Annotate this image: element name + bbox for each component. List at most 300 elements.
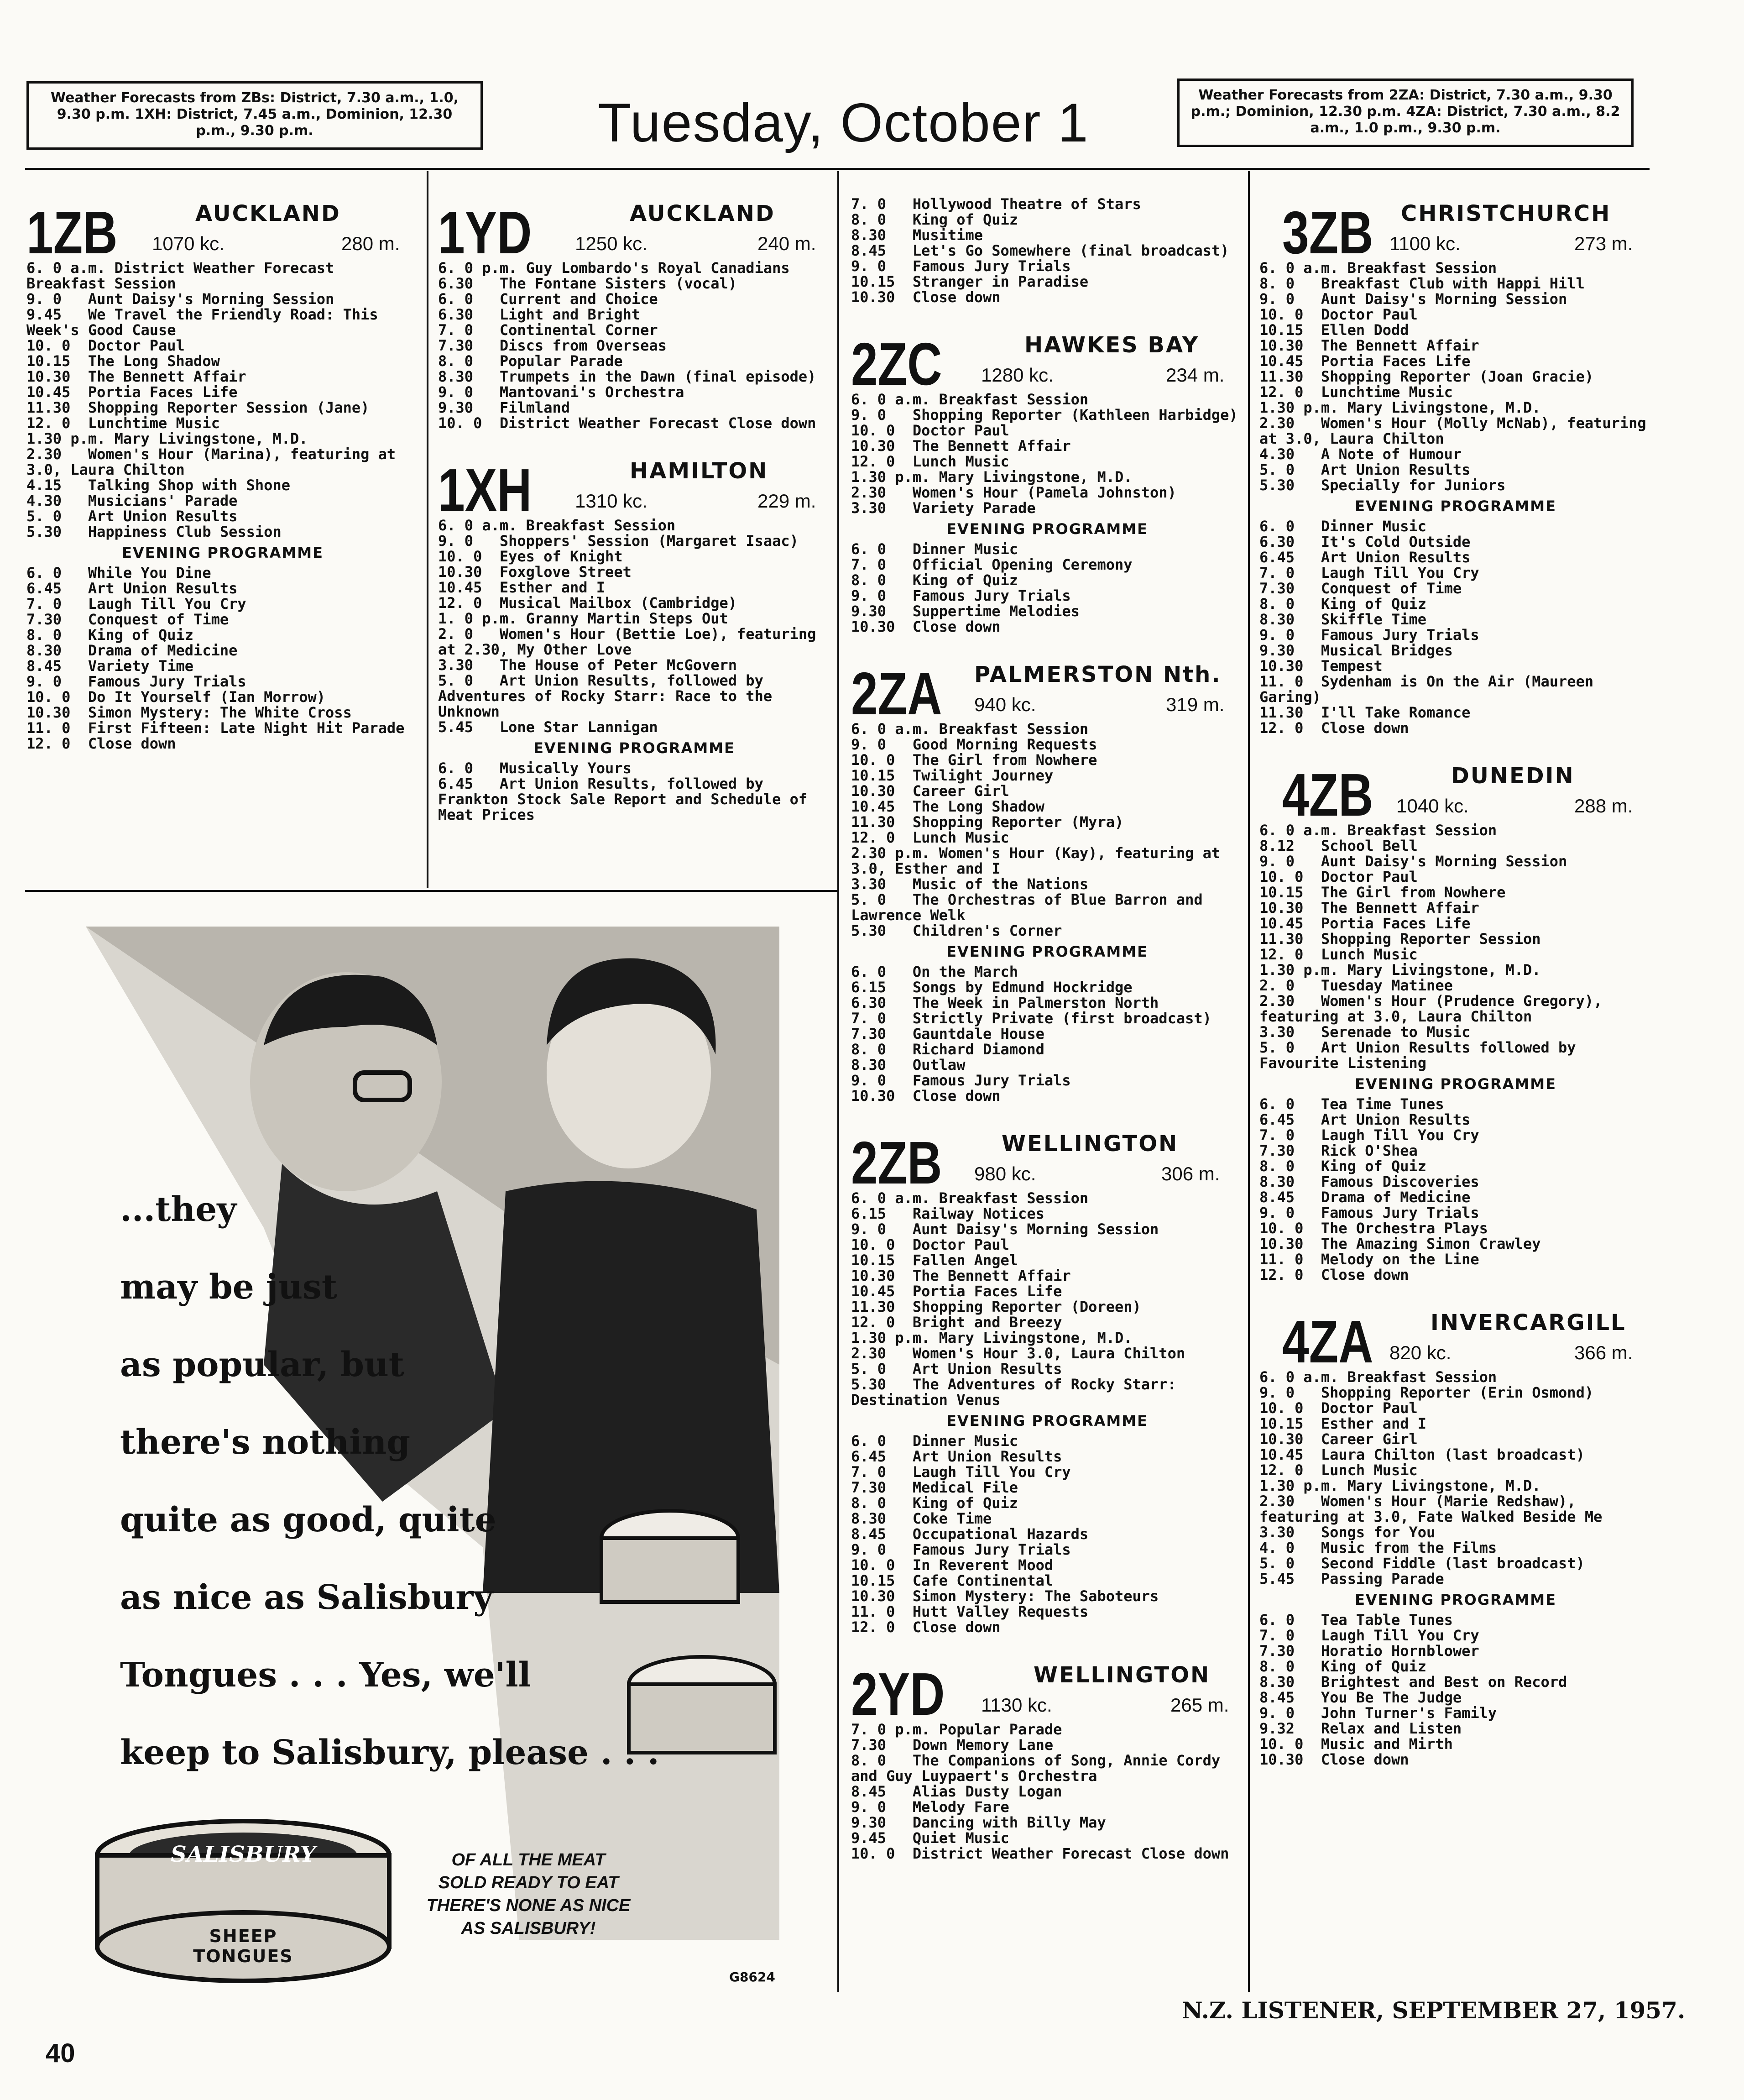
programme-item: 7.30 Conquest of Time: [26, 611, 229, 628]
programme-list: [438, 260, 830, 431]
caption-line: OF ALL THE MEAT: [451, 1850, 606, 1870]
weather-box-right: [1177, 79, 1634, 147]
programme-item: 7. 0 Continental Corner: [438, 321, 658, 339]
programme-item: 6. 0 a.m. Breakfast Session: [851, 1189, 1089, 1207]
programme-item: 9.30 Filmland: [438, 399, 570, 416]
programme-item: 2.30 p.m. Women's Hour (Kay), featuring at 3.0, Esther and I: [851, 844, 1229, 877]
programme-item: 9. 0 Shopping Reporter (Kathleen Harbidge): [851, 406, 1238, 424]
programme-item: 12. 0 Close down: [26, 735, 176, 752]
programme-item: 2. 0 Tuesday Matinee: [1259, 977, 1453, 994]
programme-item: 8. 0 Popular Parade: [438, 352, 623, 370]
programme-item: 2.30 Women's Hour (Pamela Johnston): [851, 484, 1176, 501]
station-2za: [851, 653, 1243, 1104]
programme-item: 8. 0 King of Quiz: [851, 1494, 1018, 1512]
ad-line-4: there's nothing: [120, 1423, 411, 1462]
programme-item: 11.30 Shopping Reporter Session (Jane): [26, 399, 370, 416]
programme-item: 3.30 Songs for You: [1259, 1524, 1436, 1541]
programme-item: 9. 0 Famous Jury Trials: [1259, 1204, 1479, 1221]
column-4: [1259, 192, 1655, 1768]
page-title: Tuesday, October 1: [598, 92, 1089, 153]
programme-item: 10.45 Portia Faces Life: [26, 383, 238, 401]
programme-item: 8.45 Variety Time: [26, 657, 194, 675]
programme-item: 7.30 Conquest of Time: [1259, 580, 1462, 597]
programme-item: 6. 0 a.m. District Weather Forecast Breakfast Session: [26, 259, 343, 292]
ad-line-8: keep to Salisbury, please . . .: [120, 1733, 659, 1772]
wavelength: 366 m.: [1574, 1342, 1633, 1363]
caption-line: AS SALISBURY!: [461, 1919, 596, 1938]
programme-item: 12. 0 Lunchtime Music: [1259, 383, 1453, 401]
programme-item: 9. 0 Famous Jury Trials: [851, 1072, 1071, 1089]
programme-item: 12. 0 Lunch Music: [1259, 1461, 1418, 1479]
frequency: 1040 kc.: [1396, 795, 1469, 817]
programme-item: 6. 0 a.m. Breakfast Session: [851, 720, 1089, 738]
programme-item: 9.30 Suppertime Melodies: [851, 602, 1080, 620]
programme-item: 10.30 Simon Mystery: The Saboteurs: [851, 1587, 1159, 1605]
programme-item: 10.30 Close down: [851, 288, 1001, 306]
station-1zb: [26, 192, 419, 751]
programme-item: 6. 0 a.m. Breakfast Session: [1259, 1368, 1497, 1386]
programme-item: 7.30 Down Memory Lane: [851, 1736, 1054, 1754]
programme-item: 9.45 Quiet Music: [851, 1829, 1009, 1847]
programme-item: 4. 0 Music from the Films: [1259, 1539, 1497, 1556]
callsign: 2ZA: [851, 660, 942, 727]
wavelength: 240 m.: [757, 233, 816, 254]
programme-list: [851, 1722, 1243, 1861]
programme-item: 9. 0 Melody Fare: [851, 1798, 1009, 1816]
frequency: 820 kc.: [1389, 1342, 1452, 1363]
column-rule-1: [427, 171, 428, 888]
callsign: 1YD: [438, 199, 532, 266]
programme-item: 9.30 Dancing with Billy May: [851, 1814, 1106, 1831]
programme-item: 5. 0 Art Union Results: [851, 1360, 1062, 1377]
programme-item: 1.30 p.m. Mary Livingstone, M.D.: [1259, 1477, 1541, 1494]
programme-item: 6.30 The Week in Palmerston North: [851, 994, 1159, 1011]
station-4za: [1259, 1301, 1652, 1767]
programme-item: 6. 0 a.m. Breakfast Session: [1259, 822, 1497, 839]
evening-list: [1259, 518, 1652, 736]
programme-item: 11.30 Shopping Reporter (Doreen): [851, 1298, 1141, 1315]
programme-item: 9. 0 Shoppers' Session (Margaret Isaac): [438, 532, 799, 550]
frequency: 1130 kc.: [981, 1694, 1052, 1716]
programme-item: 8. 0 King of Quiz: [1259, 1157, 1427, 1175]
programme-item: 9. 0 Famous Jury Trials: [851, 257, 1071, 275]
programme-item: 5.30 Children's Corner: [851, 922, 1062, 939]
programme-item: 12. 0 Musical Mailbox (Cambridge): [438, 594, 737, 612]
frequency: 1250 kc.: [575, 233, 647, 254]
programme-item: 10.15 Twilight Journey: [851, 767, 1054, 784]
footer-text: N.Z. LISTENER, SEPTEMBER 27, 1957.: [1182, 1997, 1686, 2024]
city: AUCKLAND: [195, 201, 341, 226]
programme-item: 2.30 Women's Hour (Marie Redshaw), featuring at 3.0, Fate Walked Beside Me: [1259, 1493, 1603, 1525]
programme-item: 6.30 It's Cold Outside: [1259, 533, 1471, 550]
evening-list: [26, 565, 419, 751]
tin-brand: SALISBURY: [171, 1842, 316, 1867]
station-continuation: [851, 196, 1243, 305]
programme-item: 7. 0 Laugh Till You Cry: [1259, 564, 1479, 581]
ad-code: G8624: [729, 1969, 775, 1985]
programme-item: 5. 0 Art Union Results followed by Favourite Listening: [1259, 1039, 1585, 1072]
programme-item: 8. 0 Breakfast Club with Happi Hill: [1259, 275, 1585, 292]
programme-list: [851, 721, 1243, 938]
programme-item: 12. 0 Lunch Music: [851, 453, 1009, 470]
frequency: 1070 kc.: [152, 233, 225, 254]
callsign: 2ZB: [851, 1129, 942, 1196]
programme-item: 1.30 p.m. Mary Livingstone, M.D.: [26, 430, 308, 447]
programme-item: 7.30 Rick O'Shea: [1259, 1142, 1418, 1159]
callsign: 1ZB: [26, 199, 118, 266]
wavelength: 234 m.: [1166, 364, 1225, 386]
frequency: 1280 kc.: [981, 364, 1054, 386]
programme-item: 10.15 The Girl from Nowhere: [1259, 884, 1506, 901]
programme-item: 8.30 Coke Time: [851, 1510, 992, 1527]
programme-item: 7. 0 Laugh Till You Cry: [1259, 1627, 1479, 1644]
programme-item: 3.30 Variety Parade: [851, 499, 1036, 517]
city: CHRISTCHURCH: [1401, 201, 1611, 226]
evening-list: [1259, 1096, 1652, 1283]
programme-item: 8. 0 King of Quiz: [1259, 595, 1427, 613]
programme-item: 11. 0 Melody on the Line: [1259, 1251, 1479, 1268]
programme-item: 6. 0 Dinner Music: [851, 1432, 1018, 1450]
programme-item: 7. 0 Hollywood Theatre of Stars: [851, 195, 1141, 213]
programme-item: 11.30 Shopping Reporter (Myra): [851, 813, 1124, 831]
programme-item: 10.30 Foxglove Street: [438, 563, 632, 581]
programme-item: 6. 0 Musically Yours: [438, 759, 632, 777]
programme-item: 6.30 The Fontane Sisters (vocal): [438, 275, 737, 292]
programme-item: 8.30 Famous Discoveries: [1259, 1173, 1479, 1190]
frequency: 940 kc.: [974, 694, 1036, 715]
programme-item: 8. 0 King of Quiz: [26, 626, 194, 644]
programme-item: 10.30 Close down: [1259, 1751, 1409, 1768]
programme-item: 9. 0 Famous Jury Trials: [1259, 626, 1479, 644]
programme-item: 3.30 Serenade to Music: [1259, 1023, 1471, 1041]
evening-list: [1259, 1612, 1652, 1767]
programme-item: 2.30 Women's Hour (Molly McNab), featuring at 3.0, Laura Chilton: [1259, 414, 1655, 447]
column-1: [26, 192, 419, 751]
wavelength: 288 m.: [1574, 795, 1633, 817]
programme-item: 4.30 Musicians' Parade: [26, 492, 238, 509]
programme-item: 10. 0 Doctor Paul: [1259, 868, 1418, 885]
weather-text-left: Weather Forecasts from ZBs: District, 7.30 a.m., 1.0, 9.30 p.m. 1XH: District, 7.45 a.m., Dominion, 12.30 p.m., 9.30 p.m.: [50, 90, 459, 139]
programme-item: 7. 0 Laugh Till You Cry: [851, 1463, 1071, 1481]
programme-item: 10.15 The Long Shadow: [26, 352, 220, 370]
programme-item: 9. 0 Aunt Daisy's Morning Session: [1259, 290, 1567, 308]
evening-heading: EVENING PROGRAMME: [122, 544, 324, 561]
programme-item: 10.15 Cafe Continental: [851, 1572, 1054, 1589]
ad-line-3: as popular, but: [120, 1345, 404, 1384]
programme-item: 10.45 Portia Faces Life: [1259, 915, 1471, 932]
ad-line-1: ...they: [120, 1190, 237, 1229]
programme-item: 6.15 Songs by Edmund Hockridge: [851, 979, 1133, 996]
weather-text-right: Weather Forecasts from 2ZA: District, 7.30 a.m., 9.30 p.m.; Dominion, 12.30 p.m. 4ZA: District, 7.30 a.m., 8.2 a.m., 1.0 p.m., 9.30 p.m.: [1191, 87, 1620, 136]
programme-item: 1.30 p.m. Mary Livingstone, M.D.: [851, 1329, 1133, 1346]
programme-item: 10.30 Career Girl: [1259, 1430, 1418, 1448]
programme-item: 6. 0 Tea Table Tunes: [1259, 1611, 1453, 1629]
station-2zb: [851, 1122, 1243, 1635]
city: INVERCARGILL: [1431, 1310, 1626, 1335]
programme-item: 8.45 You Be The Judge: [1259, 1689, 1462, 1706]
station-2zc: [851, 323, 1243, 634]
programme-item: 9. 0 Aunt Daisy's Morning Session: [1259, 853, 1567, 870]
sheep-tongues-tin: [90, 1817, 396, 1985]
programme-item: 8. 0 The Companions of Song, Annie Cordy and Guy Luypaert's Orchestra: [851, 1752, 1229, 1785]
programme-item: 10.15 Esther and I: [1259, 1415, 1427, 1432]
evening-list: [438, 760, 830, 822]
programme-item: 8.30 Brightest and Best on Record: [1259, 1673, 1567, 1691]
programme-item: 8.30 Skiffle Time: [1259, 611, 1427, 628]
programme-item: 7. 0 Laugh Till You Cry: [1259, 1126, 1479, 1144]
programme-item: 9. 0 Mantovani's Orchestra: [438, 383, 684, 401]
programme-item: 10. 0 Doctor Paul: [851, 422, 1009, 439]
programme-item: 5.45 Lone Star Lannigan: [438, 718, 658, 736]
programme-item: 5. 0 Art Union Results: [26, 508, 238, 525]
evening-heading: EVENING PROGRAMME: [533, 739, 735, 757]
programme-item: 12. 0 Close down: [1259, 719, 1409, 737]
programme-list: [1259, 259, 1655, 494]
programme-item: 6.45 Art Union Results: [26, 580, 238, 597]
programme-item: 9. 0 Famous Jury Trials: [851, 587, 1071, 604]
evening-list: [851, 541, 1243, 634]
programme-item: 1.30 p.m. Mary Livingstone, M.D.: [851, 468, 1133, 486]
column-rule-2: [837, 171, 839, 1992]
column-rule-3: [1248, 171, 1250, 1992]
programme-item: 6.45 Art Union Results: [1259, 1111, 1471, 1128]
programme-item: 10. 0 Doctor Paul: [851, 1236, 1009, 1253]
programme-item: 10.30 The Bennett Affair: [26, 368, 246, 385]
programme-item: 10. 0 District Weather Forecast Close down: [438, 414, 816, 432]
programme-list: [851, 1190, 1243, 1408]
programme-list: [438, 518, 830, 735]
programme-item: 10. 0 District Weather Forecast Close down: [851, 1845, 1229, 1862]
ad-top-rule: [25, 890, 837, 892]
programme-item: 10.30 The Bennett Affair: [851, 437, 1071, 455]
station-4zb: [1259, 754, 1652, 1283]
programme-item: 6. 0 a.m. Breakfast Session: [438, 517, 676, 534]
programme-item: 1. 0 p.m. Granny Martin Steps Out: [438, 610, 728, 627]
city: PALMERSTON Nth.: [974, 662, 1222, 687]
programme-item: 10.30 Tempest: [1259, 657, 1383, 675]
programme-item: 6. 0 a.m. Breakfast Session: [851, 391, 1089, 408]
programme-item: 8.12 School Bell: [1259, 837, 1418, 854]
programme-item: 6.15 Railway Notices: [851, 1205, 1044, 1222]
column-2: [438, 192, 830, 822]
programme-item: 9. 0 Aunt Daisy's Morning Session: [851, 1220, 1159, 1238]
programme-item: 7. 0 p.m. Popular Parade: [851, 1721, 1062, 1738]
programme-item: 10.45 Laura Chilton (last broadcast): [1259, 1446, 1585, 1463]
programme-item: 10. 0 In Reverent Mood: [851, 1556, 1054, 1574]
evening-heading: EVENING PROGRAMME: [946, 1412, 1148, 1430]
programme-item: 1.30 p.m. Mary Livingstone, M.D.: [1259, 399, 1541, 416]
programme-item: 10.30 The Bennett Affair: [1259, 337, 1479, 354]
programme-item: 6.45 Art Union Results, followed by Frankton Stock Sale Report and Schedule of Meat Prices: [438, 775, 816, 823]
city: DUNEDIN: [1451, 763, 1575, 789]
programme-item: 11.30 I'll Take Romance: [1259, 704, 1471, 721]
programme-item: 8.30 Trumpets in the Dawn (final episode): [438, 368, 816, 385]
programme-item: 10. 0 The Orchestra Plays: [1259, 1220, 1488, 1237]
programme-item: 8.45 Alias Dusty Logan: [851, 1783, 1062, 1800]
programme-item: 2.30 Women's Hour 3.0, Laura Chilton: [851, 1345, 1185, 1362]
programme-item: 6. 0 While You Dine: [26, 564, 211, 581]
programme-item: 8.45 Let's Go Somewhere (final broadcast): [851, 242, 1229, 259]
programme-item: 8. 0 King of Quiz: [1259, 1658, 1427, 1675]
programme-item: 12. 0 Lunchtime Music: [26, 414, 220, 432]
programme-item: 7.30 Gauntdale House: [851, 1025, 1044, 1042]
programme-item: 8.30 Drama of Medicine: [26, 642, 238, 659]
programme-list: [851, 196, 1243, 305]
programme-item: 8. 0 Richard Diamond: [851, 1041, 1044, 1058]
programme-item: 8.45 Occupational Hazards: [851, 1525, 1089, 1543]
programme-item: 6.30 Light and Bright: [438, 306, 641, 323]
callsign: 4ZA: [1282, 1308, 1373, 1375]
evening-heading: EVENING PROGRAMME: [1355, 498, 1556, 515]
programme-item: 11.30 Shopping Reporter Session: [1259, 930, 1541, 948]
page-number: 40: [46, 2038, 75, 2068]
programme-item: 5. 0 Second Fiddle (last broadcast): [1259, 1555, 1585, 1572]
programme-item: 6.45 Art Union Results: [1259, 549, 1471, 566]
programme-item: 10. 0 The Girl from Nowhere: [851, 751, 1097, 769]
programme-item: 10.15 Stranger in Paradise: [851, 273, 1089, 290]
programme-item: 7. 0 Official Opening Ceremony: [851, 556, 1133, 573]
programme-item: 7. 0 Laugh Till You Cry: [26, 595, 246, 613]
programme-item: 10.30 The Amazing Simon Crawley: [1259, 1235, 1541, 1252]
programme-item: 10. 0 Do It Yourself (Ian Morrow): [26, 688, 326, 706]
programme-item: 10. 0 Music and Mirth: [1259, 1735, 1453, 1753]
wavelength: 229 m.: [757, 490, 816, 512]
evening-list: [851, 1433, 1243, 1635]
programme-item: 5. 0 The Orchestras of Blue Barron and Lawrence Welk: [851, 891, 1211, 924]
city: AUCKLAND: [630, 201, 775, 226]
evening-list: [851, 964, 1243, 1104]
callsign: 2ZC: [851, 330, 942, 398]
programme-item: 10. 0 Doctor Paul: [26, 337, 185, 354]
city: HAWKES BAY: [1024, 332, 1200, 358]
programme-item: 9. 0 Famous Jury Trials: [26, 673, 246, 690]
programme-item: 8.45 Drama of Medicine: [1259, 1189, 1471, 1206]
programme-item: 6. 0 On the March: [851, 963, 1018, 980]
station-3zb: [1259, 192, 1655, 737]
programme-item: 4.30 A Note of Humour: [1259, 445, 1462, 463]
programme-item: 2.30 Women's Hour (Marina), featuring at 3.0, Laura Chilton: [26, 445, 405, 478]
programme-item: 8. 0 King of Quiz: [851, 571, 1018, 589]
programme-item: 3.30 The House of Peter McGovern: [438, 656, 737, 674]
station-1yd: [438, 192, 830, 431]
programme-item: 5.30 Specially for Juniors: [1259, 477, 1506, 494]
wavelength: 306 m.: [1161, 1163, 1220, 1184]
programme-item: 6. 0 a.m. Breakfast Session: [1259, 259, 1497, 277]
programme-item: 11.30 Shopping Reporter (Joan Gracie): [1259, 368, 1594, 385]
programme-item: 9.32 Relax and Listen: [1259, 1720, 1462, 1737]
programme-item: 10.30 Simon Mystery: The White Cross: [26, 704, 352, 721]
programme-item: 6.45 Art Union Results: [851, 1448, 1062, 1465]
column-3: [851, 196, 1243, 1861]
programme-item: 5.45 Passing Parade: [1259, 1570, 1444, 1587]
station-2yd: [851, 1653, 1243, 1861]
programme-item: 5.30 The Adventures of Rocky Starr: Destination Venus: [851, 1376, 1185, 1409]
programme-item: 6. 0 Dinner Music: [1259, 518, 1427, 535]
programme-item: 10.15 Fallen Angel: [851, 1252, 1018, 1269]
programme-item: 1.30 p.m. Mary Livingstone, M.D.: [1259, 961, 1541, 979]
frequency: 1310 kc.: [575, 490, 647, 512]
programme-item: 2. 0 Women's Hour (Bettie Loe), featuring at 2.30, My Other Love: [438, 625, 825, 658]
programme-item: 12. 0 Lunch Music: [1259, 946, 1418, 963]
ad-line-6: as nice as Salisbury: [120, 1578, 493, 1617]
ad-line-5: quite as good, quite: [120, 1500, 496, 1540]
evening-heading: EVENING PROGRAMME: [1355, 1591, 1556, 1608]
city: HAMILTON: [630, 458, 768, 484]
programme-item: 7.30 Horatio Hornblower: [1259, 1642, 1479, 1660]
programme-item: 10. 0 Eyes of Knight: [438, 548, 623, 565]
programme-item: 10.30 The Bennett Affair: [1259, 899, 1479, 916]
programme-item: 9. 0 John Turner's Family: [1259, 1704, 1497, 1722]
callsign: 2YD: [851, 1660, 945, 1728]
programme-item: 10.30 Close down: [851, 1087, 1001, 1105]
programme-item: 4.15 Talking Shop with Shone: [26, 477, 290, 494]
evening-heading: EVENING PROGRAMME: [946, 943, 1148, 960]
evening-heading: EVENING PROGRAMME: [946, 520, 1148, 538]
programme-item: 6. 0 Dinner Music: [851, 540, 1018, 558]
programme-item: 11. 0 First Fifteen: Late Night Hit Parade: [26, 719, 405, 737]
city: WELLINGTON: [1002, 1131, 1179, 1157]
header-rule: [25, 168, 1650, 170]
station-1xh: [438, 449, 830, 822]
programme-item: 5. 0 Art Union Results: [1259, 461, 1471, 478]
callsign: 4ZB: [1282, 761, 1373, 828]
programme-item: 9.30 Musical Bridges: [1259, 642, 1453, 659]
programme-item: 10.45 Esther and I: [438, 579, 606, 596]
programme-item: 7. 0 Strictly Private (first broadcast): [851, 1010, 1211, 1027]
programme-item: 12. 0 Lunch Music: [851, 829, 1009, 846]
programme-list: [1259, 822, 1652, 1071]
programme-item: 9. 0 Shopping Reporter (Erin Osmond): [1259, 1384, 1594, 1401]
programme-list: [26, 260, 419, 539]
programme-item: 2.30 Women's Hour (Prudence Gregory), featuring at 3.0, Laura Chilton: [1259, 992, 1611, 1025]
programme-item: 8.30 Musitime: [851, 226, 983, 244]
programme-item: 10. 0 Doctor Paul: [1259, 1399, 1418, 1417]
programme-item: 10. 0 Doctor Paul: [1259, 306, 1418, 323]
ad-caption: [401, 1849, 656, 1940]
programme-item: 6. 0 Current and Choice: [438, 290, 658, 308]
programme-item: 9. 0 Famous Jury Trials: [851, 1541, 1071, 1558]
programme-item: 10.30 The Bennett Affair: [851, 1267, 1071, 1284]
programme-item: 5.30 Happiness Club Session: [26, 523, 282, 540]
programme-item: 12. 0 Bright and Breezy: [851, 1314, 1062, 1331]
programme-list: [1259, 1369, 1652, 1587]
ad-line-7: Tongues . . . Yes, we'll: [120, 1655, 531, 1695]
frequency: 980 kc.: [974, 1163, 1036, 1184]
caption-line: SOLD READY TO EAT: [438, 1873, 619, 1892]
programme-item: 10.45 Portia Faces Life: [851, 1283, 1062, 1300]
wavelength: 319 m.: [1166, 694, 1225, 715]
programme-list: [851, 392, 1243, 516]
frequency: 1100 kc.: [1389, 233, 1461, 254]
city: WELLINGTON: [1034, 1662, 1211, 1688]
wavelength: 273 m.: [1574, 233, 1633, 254]
evening-heading: EVENING PROGRAMME: [1355, 1075, 1556, 1093]
caption-line: THERE'S NONE AS NICE: [426, 1896, 631, 1915]
wavelength: 280 m.: [341, 233, 400, 254]
programme-item: 12. 0 Close down: [851, 1618, 1001, 1636]
weather-box-left: [26, 81, 483, 150]
tin-product: SHEEP TONGUES: [193, 1926, 293, 1966]
programme-item: 9. 0 Good Morning Requests: [851, 736, 1097, 753]
wavelength: 265 m.: [1170, 1694, 1229, 1716]
programme-item: 8. 0 King of Quiz: [851, 211, 1018, 228]
programme-item: 7.30 Medical File: [851, 1479, 1018, 1496]
programme-item: 11. 0 Sydenham is On the Air (Maureen Garing): [1259, 673, 1603, 706]
programme-item: 10.30 Career Girl: [851, 782, 1009, 800]
programme-item: 12. 0 Close down: [1259, 1266, 1409, 1283]
programme-item: 10.15 Ellen Dodd: [1259, 321, 1409, 339]
programme-item: 9.45 We Travel the Friendly Road: This Week's Good Cause: [26, 306, 387, 339]
